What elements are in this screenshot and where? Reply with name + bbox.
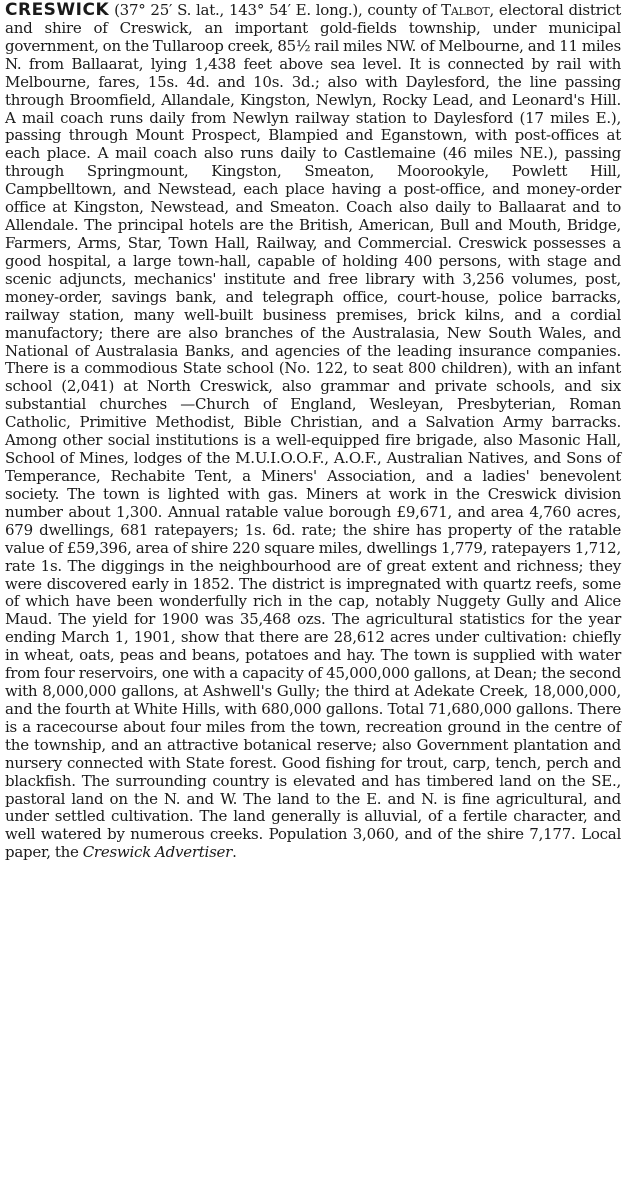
gazetteer-entry [5,2,621,862]
entry-county: Talbot [441,1,490,19]
entry-body: , electoral district and shire of Creswick, an important gold-fields township, under municipal government, on the Tullaroop creek, 85½ rail miles NW. of Melbourne, and 11 miles N. from Ballaarat, lying 1,438 feet above sea level. It is connected by rail with Melbourne, fares, 15s. 4d. and 10s. 3d.; also with Daylesford, the line passing through Broomfield, Allandale, Kingston, Newlyn, Rocky Lead, and Leonard's Hill. A mail coach runs daily from Newlyn railway station to Daylesford (17 miles E.), passing through Mount Prospect, Blampied and Eganstown, with post-offices at each place. A mail coach also runs daily to Castlemaine (46 miles NE.), passing through Springmount, Kingston, Smeaton, Moorookyle, Powlett Hill, Campbelltown, and Newstead, each place having a post-office, and money-order office at Kingston, Newstead, and Smeaton. Coach also daily to Ballaarat and to Allendale. The principal hotels are the British, American, Bull and Mouth, Bridge, Farmers, Arms, Star, Town Hall, Railway, and Commercial. Creswick possesses a good hospital, a large town-hall, capable of holding 400 persons, with stage and scenic adjuncts, mechanics' institute and free library with 3,256 volumes, post, money-order, savings bank, and telegraph office, court-house, police barracks, railway station, many well-built business premises, brick kilns, and a cordial manufactory; there are also branches of the Australasia, New South Wales, and National of Australasia Banks, and agencies of the leading insurance companies. There is a commodious State school (No. 122, to seat 800 children), with an infant school (2,041) at North Creswick, also grammar and private schools, and six substantial churches —Church of England, Wesleyan, Presbyterian, Roman Catholic, Primitive Methodist, Bible Christian, and a Salvation Army barracks. Among other social institutions is a well-equipped fire brigade, also Masonic Hall, School of Mines, lodges of the M.U.I.O.O.F., A.O.F., Australian Natives, and Sons of Temperance, Rechabite Tent, a Miners' Association, and a ladies' benevolent society. The town is lighted with gas. Miners at work in the Creswick division number about 1,300. Annual ratable value borough £9,671, and area 4,760 acres, 679 dwellings, 681 ratepayers; 1s. 6d. rate; the shire has property of the ratable value of £59,396, area of shire 220 square miles, dwellings 1,779, ratepayers 1,712, rate 1s. The diggings in the neighbourhood are of great extent and richness; they were discovered early in 1852. The district is impregnated with quartz reefs, some of which have been wonderfully rich in the cap, notably Nuggety Gully and Alice Maud. The yield for 1900 was 35,468 ozs. The agricultural statistics for the year ending March 1, 1901, show that there are 28,612 acres under cultivation: chiefly in wheat, oats, peas and beans, potatoes and hay. The town is supplied with water from four reservoirs, one with a capacity of 45,000,000 gallons, at Dean; the second with 8,000,000 gallons, at Ashwell's Gully; the third at Adekate Creek, 18,000,000, and the fourth at White Hills, with 680,000 gallons. Total 71,680,000 gallons. There is a racecourse about four miles from the town, recreation ground in the centre of the township, and an attractive botanical reserve; also Government plantation and nursery connected with State forest. Good fishing for trout, carp, tench, perch and blackfish. The surrounding country is elevated and has timbered land on the SE., pastoral land on the N. and W. The land to the E. and N. is fine agricultural, and under settled cultivation. The land generally is alluvial, of a fertile character, and well watered by numerous creeks. Population 3,060, and of the shire 7,177. Local paper, the [5,1,621,862]
entry-newspaper: Creswick Advertiser [82,843,233,862]
entry-ending: . [232,843,237,862]
entry-coordinates: (37° 25′ S. lat., 143° 54′ E. long.), county of [114,1,437,19]
entry-headword: CRESWICK [5,0,110,20]
